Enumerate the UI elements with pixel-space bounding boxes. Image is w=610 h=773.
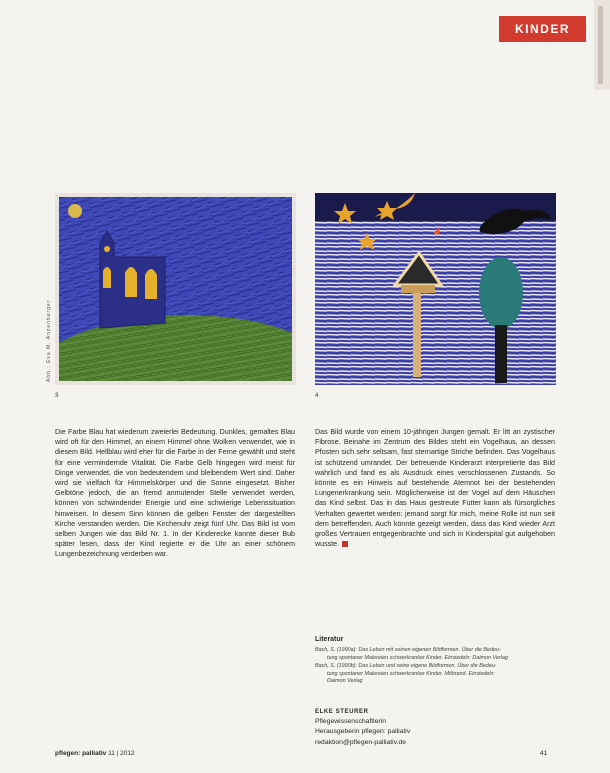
birdhouse-drawing-illustration bbox=[315, 193, 556, 385]
literature-entry-2-line2: tung spontaner Malereien schwerkranker Kinder. Mitbrand. Einsiedeln: bbox=[327, 670, 495, 677]
literature-entry-2-line3: Daimon Verlag bbox=[327, 678, 363, 685]
author-email: redaktion@pflegen-palliativ.de bbox=[315, 738, 407, 746]
figure-number-4: 4 bbox=[315, 393, 319, 399]
body-text-right bbox=[315, 427, 555, 549]
literature-entry-1-line1: Bach, S. (1990a): Das Leben mit seinen eigenen Bildformen. Über die Bedeu- bbox=[315, 647, 501, 653]
moon-shape bbox=[68, 204, 82, 218]
author-block bbox=[315, 707, 555, 748]
author-affiliation: Herausgeberin pflegen: palliativ bbox=[315, 728, 411, 736]
body-text-left: Die Farbe Blau hat wiederum zweierlei Bedeutung. Dunkles, gemaltes Blau wird oft für den Himmel, an einem Himmel ohne Wolken verwendet, wie in diesem Bild. Hellblau wird eher für die Farbe in der Ferne gewählt und steht für eine vermindernde Vitalität. Die Farbe Gelb hingegen wird meist für Dinge verwendet, die von bedeutendem und bleibendem Wert sind. Daher wird sie vielfach für Himmelskörper und die Sonne eingesetzt. Bisher Gelbtöne jedoch, die an fremd anmutender Stelle verwendet werden, können von schwindender Energie und eine schwierige Lebenssituation hinweisen. In diesem Sinn können die gelben Fenster der dargestellten Kirche verstanden werden. Die Kirchenuhr zeigt fünf Uhr. Das Bild ist vom selben Jungen wie das Bild Nr. 1. In der Kinderecke kannte dieser Bub später lesen, dass der Kind regierte er die Uhr an einer schönem Lungenbezeichnung verderben war. bbox=[55, 428, 295, 559]
author-name: ELKE STEURER bbox=[315, 709, 369, 715]
child-drawing-church bbox=[55, 193, 296, 385]
literature-entry-2 bbox=[315, 663, 555, 686]
image-credit: Abb.: Eva M. Anzenberger bbox=[46, 299, 52, 382]
church-drawing-illustration bbox=[55, 193, 296, 385]
literature-entry-1 bbox=[315, 647, 555, 662]
section-tab: KINDER bbox=[499, 16, 586, 42]
footer-issue: 11 | 2012 bbox=[108, 750, 135, 757]
page-number: 41 bbox=[540, 750, 548, 757]
literature-heading: Literatur bbox=[315, 636, 344, 643]
literature-entry-1-line2: tung spontaner Malereien schwerkranker Kinder. Einsiedeln: Daimon Verlag bbox=[327, 654, 508, 661]
child-drawing-birdhouse bbox=[315, 193, 556, 385]
literature-entry-2-line1: Bach, S. (1990b): Das Leben und seine eigene Bildformen. Über die Bedeu- bbox=[315, 663, 497, 669]
body-text-right-content: Das Bild wurde von einem 10-jährigen Jungen gemalt. Er litt an zystischer Fibrose. Beinahe im Zentrum des Bildes steht ein Vogelhaus, an dessen Pfosten sich sehr seltsam, fast sternartige Striche befinden. Das Vogelhaus ist schützend umrandet. Der betreuende Kinderarzt interpretierte das Bild wahrlich und fand es als Ausdruck eines verschlossenen Zustands. So könnte es ein Hinweis auf bestehende Atemnot bei der bestehenden Lungenerkrankung sein. Möglicherweise ist der Vogel auf dem Häuschen das Kind selbst. Das in das Haus gestreute Futter kann als fürsorgliches Verhalten gewertet werden: jemand sorgt für mich, meine Rolle ist nun seit dem betreffenden. Auch könnte gezeigt werden, dass das Kind wieder Arzt großes Vertrauen entgegenbrachte und sich in Kinderspital gut aufgehoben wusste. bbox=[315, 428, 555, 549]
author-role: Pflegewissenschaftlerin bbox=[315, 718, 387, 726]
footer-journal-name: pflegen: palliativ bbox=[55, 750, 107, 757]
page-edge-marker bbox=[594, 0, 610, 90]
footer-journal bbox=[55, 750, 135, 757]
end-mark-icon bbox=[342, 541, 348, 547]
figure-number-3: 3 bbox=[55, 393, 59, 399]
